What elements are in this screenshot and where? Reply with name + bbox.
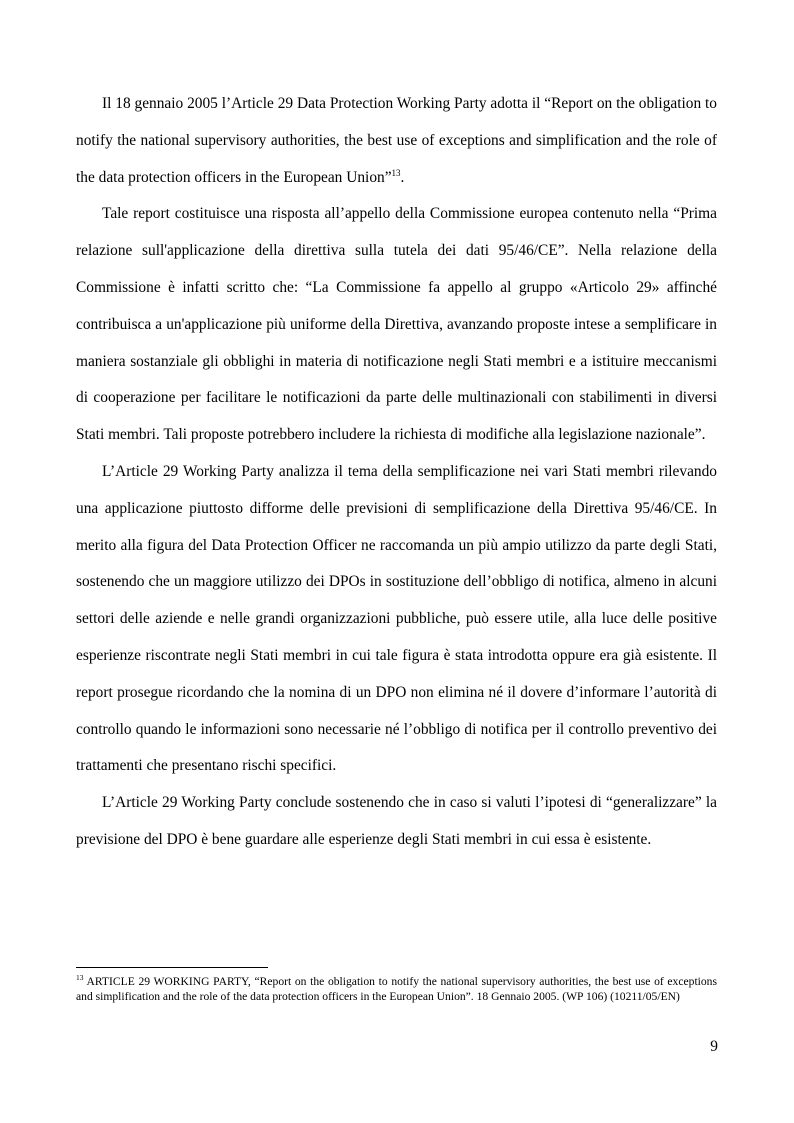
document-body [76, 86, 717, 859]
footnote-reference[interactable]: 13 [391, 167, 401, 178]
footnote-separator [76, 967, 268, 968]
footnote-text: ARTICLE 29 WORKING PARTY, “Report on the obligation to notify the national supervisory authorities, the best use of exceptions and simplification and the role of the data protection officers in the European Union”. 18 Gennaio 2005. (WP 106) (10211/05/EN) [76, 975, 717, 1004]
paragraph-1-end: . [400, 168, 405, 186]
paragraph-4: L’Article 29 Working Party conclude sostenendo che in caso si valuti l’ipotesi di “generalizzare” la previsione del DPO è bene guardare alle esperienze degli Stati membri in cui essa è esistente. [76, 794, 717, 848]
paragraph-2: Tale report costituisce una risposta all’appello della Commissione europea contenuto nella “Prima relazione sull'applicazione della direttiva sulla tutela dei dati 95/46/CE”. Nella relazione della Commissione è infatti scritto che: “La Commissione fa appello al gruppo «Articolo 29» affinché contribuisca a un'applicazione più uniforme della Direttiva, avanzando proposte intese a semplificare in maniera sostanziale gli obblighi in materia di notificazione negli Stati membri e a istituire meccanismi di cooperazione per facilitare le notificazioni da parte delle multinazionali con stabilimenti in diversi Stati membri. Tali proposte potrebbero includere la richiesta di modifiche alla legislazione nazionale”. [76, 205, 717, 444]
footnote-number: 13 [76, 973, 84, 983]
page-number: 9 [710, 1038, 718, 1055]
paragraph-1-text: Il 18 gennaio 2005 l’Article 29 Data Protection Working Party adotta il “Report on the obligation to notify the national supervisory authorities, the best use of exceptions and simplification and the role of the data protection officers in the European Union” [76, 95, 717, 186]
footnote [76, 974, 717, 1005]
paragraph-3: L’Article 29 Working Party analizza il tema della semplificazione nei vari Stati membri rilevando una applicazione piuttosto difforme delle previsioni di semplificazione della Direttiva 95/46/CE. In merito alla figura del Data Protection Officer ne raccomanda un più ampio utilizzo da parte degli Stati, sostenendo che un maggiore utilizzo dei DPOs in sostituzione dell’obbligo di notifica, almeno in alcuni settori delle aziende e nelle grandi organizzazioni pubbliche, può essere utile, alla luce delle positive esperienze riscontrate negli Stati membri in cui tale figura è stata introdotta oppure era già esistente. Il report prosegue ricordando che la nomina di un DPO non elimina né il dovere d’informare l’autorità di controllo quando le informazioni sono necessarie né l’obbligo di notifica per il controllo preventivo dei trattamenti che presentano rischi specifici. [76, 462, 717, 775]
paragraph-1 [76, 86, 717, 196]
